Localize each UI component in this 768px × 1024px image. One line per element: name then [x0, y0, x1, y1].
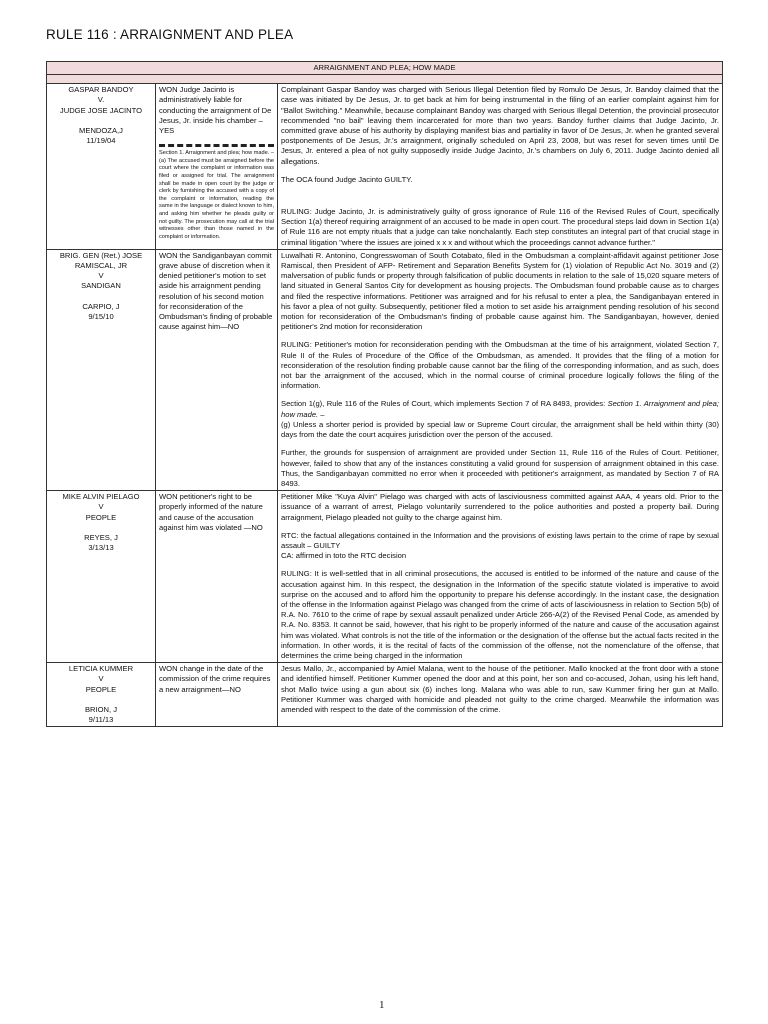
lower-court-rulings: RTC: the factual allegations contained in the Information and the provisions of existing laws pertain to the crime of rape by sexual assault – GUILTY CA: affirmed in toto the RTC decision: [281, 530, 719, 561]
table-row: [47, 491, 723, 663]
table-row: [47, 84, 723, 250]
facts-paragraph: Petitioner Mike "Kuya Alvin" Pielago was charged with acts of lasciviousness committed against AAA, 4 years old. Prior to the issuance of a warrant of arrest, Pielago voluntarily surrendered to the police authorities and posted a property bail. During arraignment, Pielago pleaded not guilty to the charge against him.: [281, 492, 719, 522]
decision-date: 3/13/13: [88, 542, 114, 552]
decision-date: 11/19/04: [86, 136, 116, 146]
ruling-paragraph: RULING: Judge Jacinto, Jr. is administratively guilty of gross ignorance of Rule 116 of the Revised Rules of Court, specifically Section 1(a) thereof requiring arraignment of an accused to be made in open court. The procedural steps laid down in Section 1(a) of Rule 116 are not empty rituals that a judge can take nonchalantly. Each step constitutes an integral part of that crucial stage in criminal litigation "where the issues are joined x x x and without which the proceedings cannot advance further.": [281, 207, 719, 247]
case-parties: [47, 491, 156, 663]
party-line: RAMISCAL, JR: [74, 261, 128, 271]
facts-paragraph: The OCA found Judge Jacinto GUILTY.: [281, 174, 413, 184]
party-line: PEOPLE: [85, 512, 117, 522]
case-parties: [47, 663, 156, 727]
case-issue: [156, 84, 278, 250]
page-number: 1: [379, 999, 385, 1011]
section-heading: Section 1. Arraignment and plea; how made. –: [281, 399, 719, 419]
document-title: RULE 116 : ARRAIGNMENT AND PLEA: [46, 27, 294, 42]
issue-text: WON change in the date of the commission of the crime requires a new arraignment—NO: [159, 664, 271, 694]
party-line: GASPAR BANDOY: [68, 85, 134, 95]
facts-paragraph: Jesus Mallo, Jr., accompanied by Amiel Malana, went to the house of the petitioner. Mallo knocked at the front door with a stone and identified himself. Petitioner Kummer opened the door and at this point, her son and co-accused, Johan, using his left hand, shot Mallo twice using a gun about six (6) inches long. Malana who was able to run, saw Kummer firing her gun at Mallo. Petitioner Kummer was charged with homicide and pleaded not guilty to the crime charged. Meanwhile the information was amended with respect to the date of the commission of the crime.: [281, 664, 719, 714]
ponente: REYES, J: [84, 532, 118, 542]
case-parties: [47, 249, 156, 490]
party-line: V.: [97, 95, 105, 105]
case-facts: [278, 249, 723, 490]
rule-excerpt: Section 1. Arraignment and plea; how made. – (a) The accused must be arraigned before the court where the complaint or information was filed or assigned for trial. The arraignment shall be made in open court by the judge or clerk by furnishing the accused with a copy of the complaint or information, reading the same in the language or dialect known to him, and asking him whether he pleads guilty or not guilty. The prosecution may call at the trial witnesses other than those named in the complaint or information.: [159, 144, 274, 241]
table-row: [47, 249, 723, 490]
case-facts: [278, 663, 723, 727]
issue-text: WON the Sandiganbayan commit grave abuse of discretion when it denied petitioner's motion to set aside his arraignment pending resolution of his second motion for reconsideration of the Ombudsman's finding of probable cause against him—NO: [159, 250, 273, 332]
party-line: BRIG. GEN (Ret.) JOSE: [59, 250, 143, 260]
table-row: [47, 663, 723, 727]
issue-text: WON petitioner's right to be properly informed of the nature and cause of the accusation against him was violated —NO: [159, 492, 263, 532]
party-line: V: [98, 674, 104, 684]
party-line: MIKE ALVIN PIELAGO: [62, 492, 140, 502]
case-facts: [278, 84, 723, 250]
section-text: (g) Unless a shorter period is provided by special law or Supreme Court circular, the arraignment shall be held within thirty (30) days from the date the court acquires jurisdiction over the person of the accused.: [281, 419, 719, 440]
ponente: BRION, J: [84, 704, 118, 714]
decision-date: 9/15/10: [88, 311, 114, 321]
case-issue: [156, 249, 278, 490]
party-line: V: [98, 271, 104, 281]
facts-paragraph: Complainant Gaspar Bandoy was charged with Serious Illegal Detention filed by Romulo De Jesus, Jr. Bandoy claimed that the case was initiated by De Jesus, Jr. to get back at him for being instrumental in the filing of an earlier complaint against him for "Ballot Switching." Meanwhile, because complainant Bandoy was charged with Serious Illegal Detention, the provincial prosecutor recommended "no bail" leaving them incarcerated for more than two years. Bandoy further claims that Judge Jacinto, Jr. committed grave abuse of his authority by displaying manifest bias and partiality in favor of De Jesus, Jr. when he granted several postponements of De Jesus, Jr.'s arraignment, originally scheduled on April 23, 2008, but was reset for seven times until De Jesus, Jr. entered a plea of not guilty supposedly inside Judge Jacinto, Jr.'s chambers on July 6, 2011. Judge Jacinto denied all allegations.: [281, 85, 719, 166]
facts-paragraph: Luwalhati R. Antonino, Congresswoman of South Cotabato, filed in the Ombudsman a complaint-affidavit against petitioner Jose Ramiscal, then President of AFP- Retirement and Separation Benefits System for (1) violation of Republic Act No. 3019 and (2) malversation of public funds or property through falsification of public documents in relation to the sale of 15,020 square meters of land situated in General Santos City for development as housing projects. The Ombudsman found probable cause as to charges and filed the respective informations. Petitioner was arraigned and for his refusal to enter a plea, the Sandiganbayan entered in his favor a plea of not guilty. Subsequently, petitioner filed a motion to set aside his arraignment pending resolution of his second motion for reconsideration of the Ombudsman's finding of probable cause against him. The Sandiganbayan, however, denied petitioner's 2nd motion for reconsideration: [281, 250, 719, 332]
case-issue: [156, 663, 278, 727]
header-band: [47, 75, 723, 84]
party-line: V: [98, 502, 104, 512]
case-issue: [156, 491, 278, 663]
party-line: LETICIA KUMMER: [68, 664, 134, 674]
section-lead: Section 1(g), Rule 116 of the Rules of Court, which implements Section 7 of RA 8493, provides:: [281, 399, 606, 409]
case-facts: [278, 491, 723, 663]
ponente: MENDOZA,J: [79, 125, 123, 135]
party-line: PEOPLE: [85, 684, 117, 694]
case-digest-table: [46, 61, 723, 727]
party-line: SANDIGAN: [81, 281, 121, 291]
ruling-paragraph: RULING: It is well-settled that in all criminal prosecutions, the accused is entitled to be informed of the nature and cause of the accusation against him. In this respect, the designation in the Information of the specific statute violated is imperative to avoid surprise on the accused and to afford him the opportunity to prepare his defense accordingly. In the instant case, the designation of the offense in the Information against Pielago was changed from the crime of acts of lasciviousness in relation to Section 5(b) of R.A. No. 7610 to the crime of rape by sexual assault penalized under Article 266-A(2) of the Revised Penal Code, as amended by R.A. No. 8353. It cannot be said, however, that his right to be properly informed of the nature and cause of the accusation against him was violated. What controls is not the title of the information or the designation of the offense but the actual facts recited in the information. In other words, it is the recital of facts of the commission of the offense, not the nomenclature of the offense, that determines the crime being charged in the information: [281, 569, 719, 660]
issue-text: WON Judge Jacinto is administratively liable for conducting the arraignment of De Jesus, Jr. inside his chamber – YES: [159, 85, 272, 136]
ruling-paragraph: RULING: Petitioner's motion for reconsideration pending with the Ombudsman at the time of his arraignment, violated Section 7, Rule II of the Rules of Procedure of the Office of the Ombudsman, as amended. It provides that the filing of a motion for reconsideration of the resolution finding probable cause cannot bar the filing of the corresponding information, and as such, does not bar the arraignment of the accused, which in the normal course of criminal procedure logically follows the filing of the information.: [281, 340, 719, 391]
case-parties: [47, 84, 156, 250]
table-header: ARRAIGNMENT AND PLEA; HOW MADE: [47, 62, 723, 75]
ponente: CARPIO, J: [82, 301, 120, 311]
party-line: JUDGE JOSE JACINTO: [59, 105, 143, 115]
facts-paragraph: Further, the grounds for suspension of arraignment are provided under Section 11, Rule 116 of the Rules of Court. Petitioner, however, failed to show that any of the instances constituting a valid ground for suspension of arraignment obtained in this case. Thus, the Sandiganbayan committed no error when it proceeded with petitioner's arraignment, as mandated by Section 7 of RA 8493.: [281, 448, 719, 488]
section-paragraph: [281, 399, 719, 440]
decision-date: 9/11/13: [88, 714, 114, 724]
